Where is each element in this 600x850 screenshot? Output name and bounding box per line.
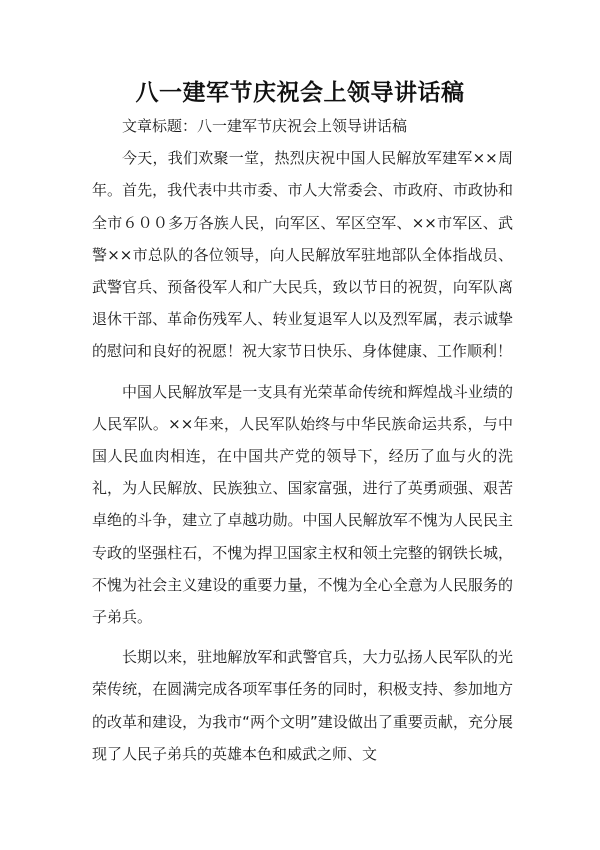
document-body [92,110,513,770]
article-title-line: 文章标题：八一建军节庆祝会上领导讲话稿 [122,117,408,135]
paragraph-3: 长期以来，驻地解放军和武警官兵，大力弘扬人民军队的光荣传统，在圆满完成各项军事任务的同时，积极支持、参加地方的改革和建设，为我市“两个文明”建设做出了重要贡献，充分展现了人民子弟兵的英雄本色和威武之师、文 [92,648,513,763]
document-title: 八一建军节庆祝会上领导讲话稿 [135,80,465,106]
paragraph-2: 中国人民解放军是一支具有光荣革命传统和辉煌战斗业绩的人民军队。××年来，人民军队始终与中华民族命运共系，与中国人民血肉相连，在中国共产党的领导下，经历了血与火的洗礼，为人民解放、民族独立、国家富强，进行了英勇顽强、艰苦卓绝的斗争，建立了卓越功勋。中国人民解放军不愧为人民民主专政的坚强柱石，不愧为捍卫国家主权和领土完整的钢铁长城，不愧为社会主义建设的重要力量，不愧为全心全意为人民服务的子弟兵。 [92,382,513,627]
paragraph-1: 今天，我们欢聚一堂，热烈庆祝中国人民解放军建军××周年。首先，我代表中共市委、市人大常委会、市政府、市政协和全市６００多万各族人民，向军区、军区空军、××市军区、武警××市总队的各位领导，向人民解放军驻地部队全体指战员、武警官兵、预备役军人和广大民兵，致以节日的祝贺，向军队离退休干部、革命伤残军人、转业复退军人以及烈军属，表示诚挚的慰问和良好的祝愿！祝大家节日快乐、身体健康、工作顺利！ [92,149,513,361]
